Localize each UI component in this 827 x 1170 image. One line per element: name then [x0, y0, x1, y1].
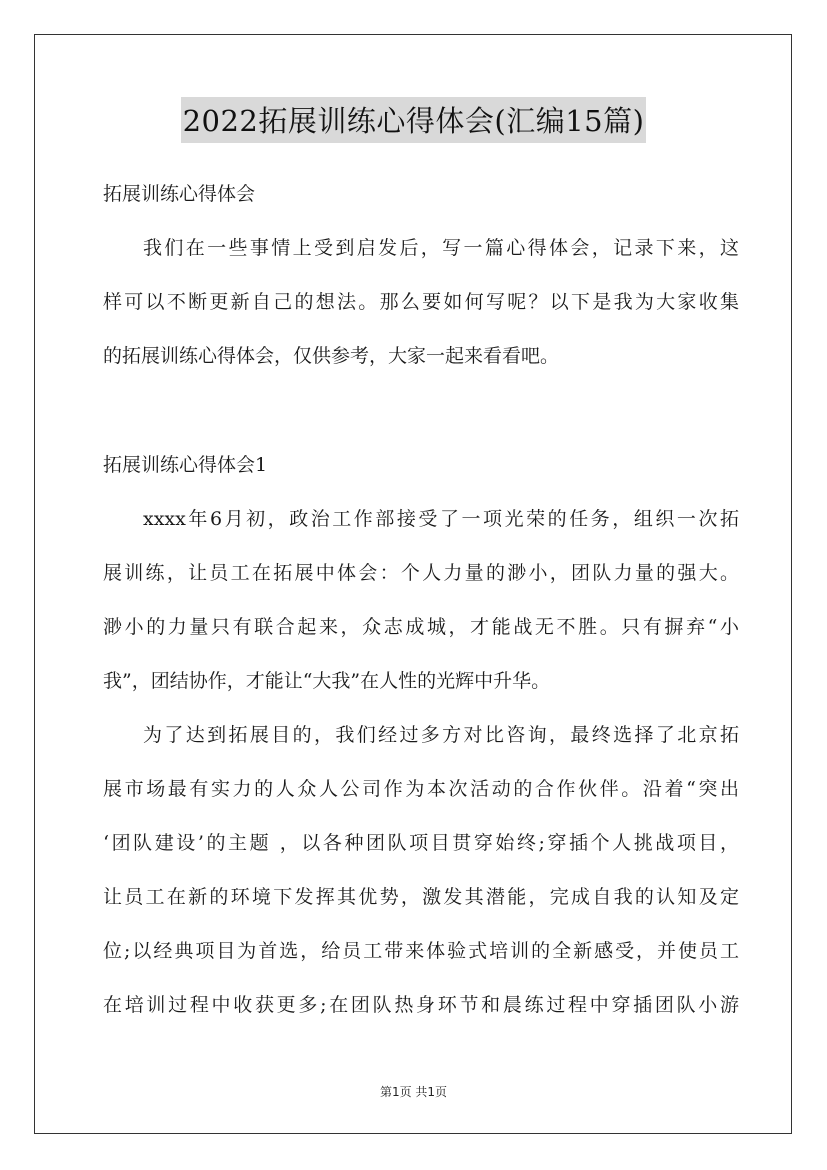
- document-title: 2022拓展训练心得体会(汇编15篇): [181, 97, 647, 143]
- page-footer: 第1页 共1页: [379, 1085, 448, 1099]
- article-heading: 拓展训练心得体会1: [103, 454, 268, 476]
- para1-line-3: 渺小的力量只有联合起来，众志成城，才能战无不胜。只有摒弃“小: [103, 616, 739, 638]
- para1-line-4: 我”，团结协作，才能让“大我”在人性的光辉中升华。: [103, 670, 551, 692]
- intro-line-1: 我们在一些事情上受到启发后，写一篇心得体会，记录下来，这: [143, 237, 739, 259]
- para2-line-6: 在培训过程中收获更多;在团队热身环节和晨练过程中穿插团队小游: [103, 994, 739, 1016]
- para2-line-5: 位;以经典项目为首选，给员工带来体验式培训的全新感受，并使员工: [103, 940, 739, 962]
- para1-line-2: 展训练，让员工在拓展中体会：个人力量的渺小，团队力量的强大。: [103, 562, 739, 584]
- section-heading: 拓展训练心得体会: [103, 183, 256, 205]
- para2-line-4: 让员工在新的环境下发挥其优势，激发其潜能，完成自我的认知及定: [103, 886, 739, 908]
- para2-line-1: 为了达到拓展目的，我们经过多方对比咨询，最终选择了北京拓: [143, 724, 739, 746]
- para1-line-1: xxxx年6月初，政治工作部接受了一项光荣的任务，组织一次拓: [143, 508, 739, 530]
- para2-line-2: 展市场最有实力的人众人公司作为本次活动的合作伙伴。沿着“突出: [103, 778, 739, 800]
- para2-line-3: ‘团队建设’的主题 ，以各种团队项目贯穿始终;穿插个人挑战项目，: [103, 832, 739, 854]
- intro-line-2: 样可以不断更新自己的想法。那么要如何写呢？以下是我为大家收集: [103, 291, 739, 313]
- title-container: [0, 97, 827, 143]
- intro-line-3: 的拓展训练心得体会，仅供参考，大家一起来看看吧。: [103, 345, 560, 367]
